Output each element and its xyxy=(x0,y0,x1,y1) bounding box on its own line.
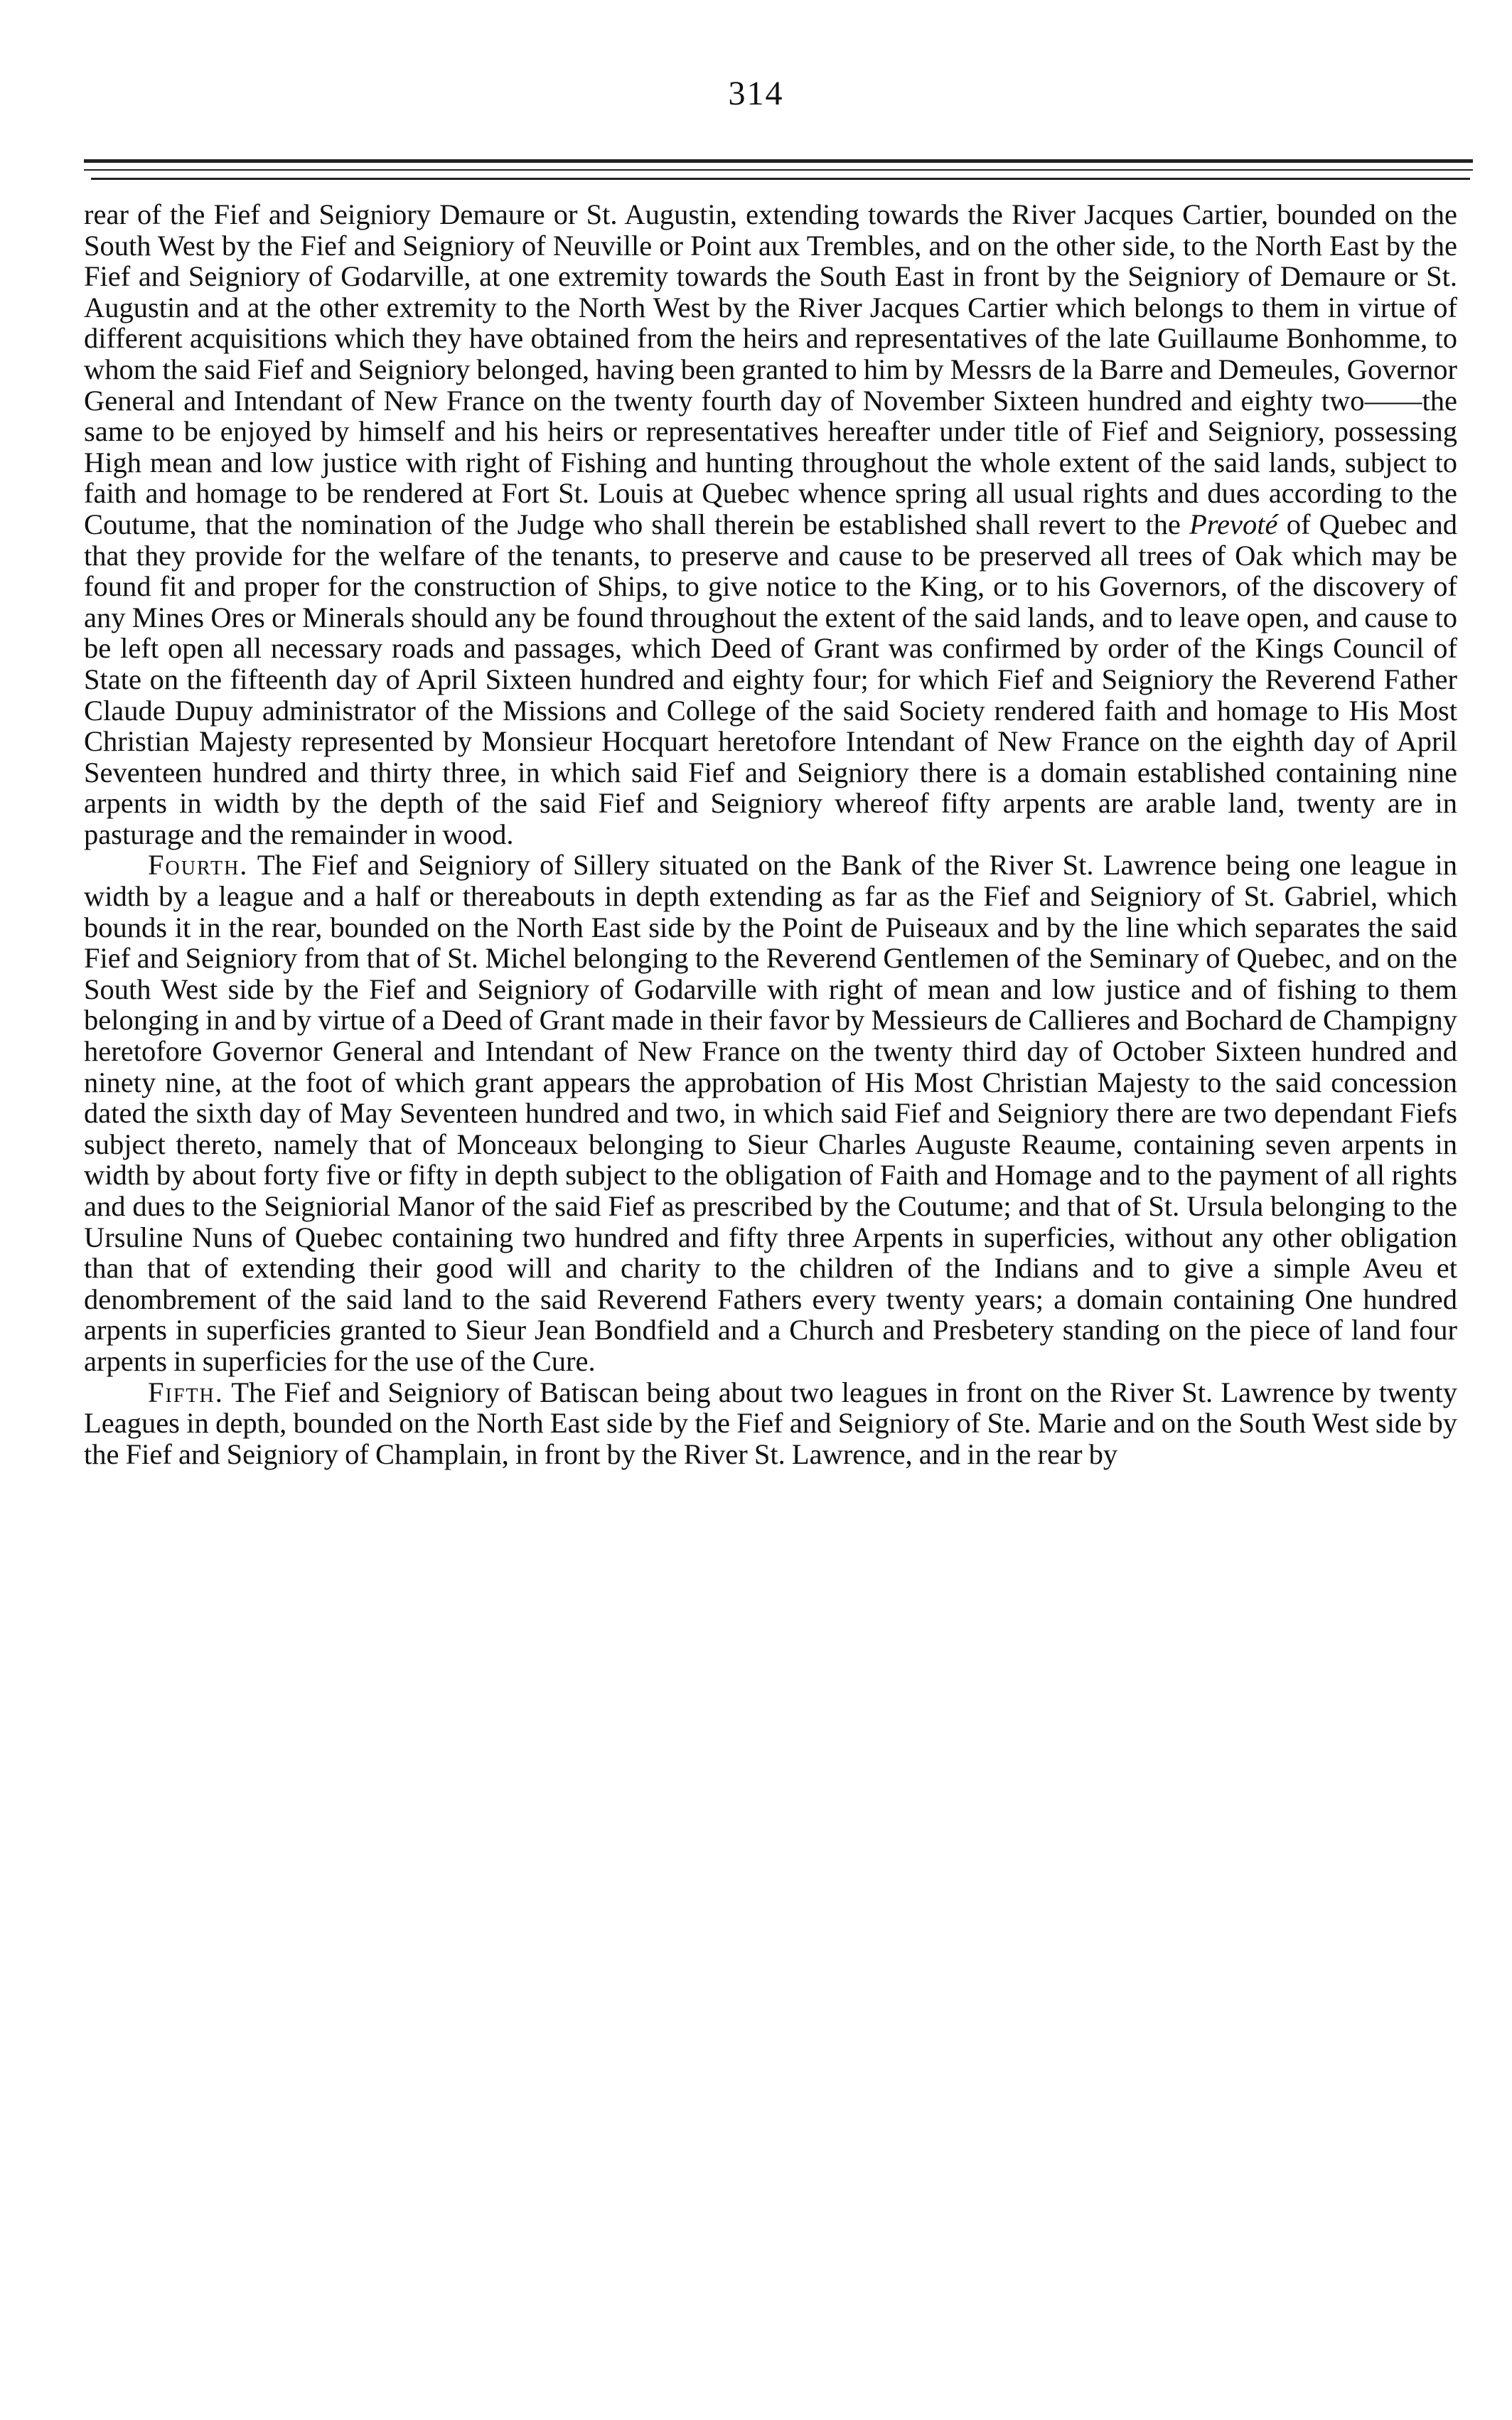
section-lead-fifth: Fifth. xyxy=(148,1376,224,1408)
body-text xyxy=(84,199,1457,1469)
italic-term-prevote: Prevoté xyxy=(1189,508,1278,540)
paragraph-text: The Fief and Seigniory of Sillery situated on the Bank of the River St. Lawrence being one league in width by a league and a half or thereabouts in depth extending as far as the Fief and Seigniory of St. Gabriel, which bounds it in the rear, bounded on the North East side by the Point de Puiseaux and by the line which separates the said Fief and Seigniory from that of St. Michel belonging to the Reverend Gentlemen of the Seminary of Quebec, and on the South West side by the Fief and Seigniory of Godarville with right of mean and low justice and of fishing to them belonging in and by virtue of a Deed of Grant made in their favor by Messieurs de Callieres and Bochard de Champigny heretofore Governor General and Intendant of New France on the twenty third day of October Sixteen hundred and ninety nine, at the foot of which grant appears the approbation of His Most Christian Majesty to the said concession dated the sixth day of May Seventeen hundred and two, in which said Fief and Seigniory there are two dependant Fiefs subject thereto, namely that of Monceaux belonging to Sieur Charles Auguste Reaume, containing seven arpents in width by about forty five or fifty in depth subject to the obligation of Faith and Homage and to the payment of all rights and dues to the Seigniorial Manor of the said Fief as prescribed by the Coutume; and that of St. Ursula belonging to the Ursuline Nuns of Quebec containing two hundred and fifty three Arpents in superficies, without any other obligation than that of extending their good will and charity to the children of the Indians and to give a simple Aveu et denombrement of the said land to the said Reverend Fathers every twenty years; a domain containing One hundred arpents in superficies granted to Sieur Jean Bondfield and a Church and Presbetery standing on the piece of land four arpents in superficies for the use of the Cure. xyxy=(84,849,1457,1377)
paragraph-continuation xyxy=(84,199,1457,850)
paragraph-text: rear of the Fief and Seigniory Demaure or St. Augustin, extending towards the River Jacques Cartier, bounded on the South West by the Fief and Seigniory of Neuville or Point aux Trembles, and on the other side, to the North East by the Fief and Seigniory of Godarville, at one extremity towards the South East in front by the Seigniory of Demaure or St. Augustin and at the other extremity to the North West by the River Jacques Cartier which belongs to them in virtue of different acquisitions which they have obtained from the heirs and representatives of the late Guillaume Bonhomme, to whom the said Fief and Seigniory belonged, having been granted to him by Messrs de la Barre and Demeules, Governor General and Intendant of New France on the twenty fourth day of November Sixteen hundred and eighty two——the same to be enjoyed by himself and his heirs or representatives hereafter under title of Fief and Seigniory, possessing High mean and low justice with right of Fishing and hunting throughout the whole extent of the said lands, subject to faith and homage to be rendered at Fort St. Louis at Quebec whence spring all usual rights and dues according to the Coutume, that the nomination of the Judge who shall therein be established shall revert to the xyxy=(84,198,1457,540)
section-lead-fourth: Fourth. xyxy=(148,849,249,882)
paragraph-text: The Fief and Seigniory of Batiscan being about two leagues in front on the River St. Lawrence by twenty Leagues in depth, bounded on the North East side by the Fief and Seigniory of Ste. Marie and on the South West side by the Fief and Seigniory of Champlain, in front by the River St. Lawrence, and in the rear by xyxy=(84,1376,1457,1470)
header-rule-bottom xyxy=(91,178,1470,180)
page-number: 314 xyxy=(728,75,784,112)
paragraph-fifth xyxy=(84,1377,1457,1470)
header-rule-middle xyxy=(84,169,1473,171)
paragraph-text-tail: of Quebec and that they provide for the welfare of the tenants, to preserve and cause to be preserved all trees of Oak which may be found fit and proper for the construction of Ships, to give notice to the King, or to his Governors, of the discovery of any Mines Ores or Minerals should any be found throughout the extent of the said lands, and to leave open, and cause to be left open all necessary roads and passages, which Deed of Grant was confirmed by order of the Kings Council of State on the fifteenth day of April Sixteen hundred and eighty four; for which Fief and Seigniory the Reverend Father Claude Dupuy administrator of the Missions and College of the said Society rendered faith and homage to His Most Christian Majesty represented by Monsieur Hocquart heretofore Intendant of New France on the eighth day of April Seventeen hundred and thirty three, in which said Fief and Seigniory there is a domain established containing nine arpents in width by the depth of the said Fief and Seigniory whereof fifty arpents are arable land, twenty are in pasturage and the remainder in wood. xyxy=(84,508,1458,850)
header-rule-top xyxy=(84,159,1473,163)
paragraph-fourth xyxy=(84,850,1457,1376)
